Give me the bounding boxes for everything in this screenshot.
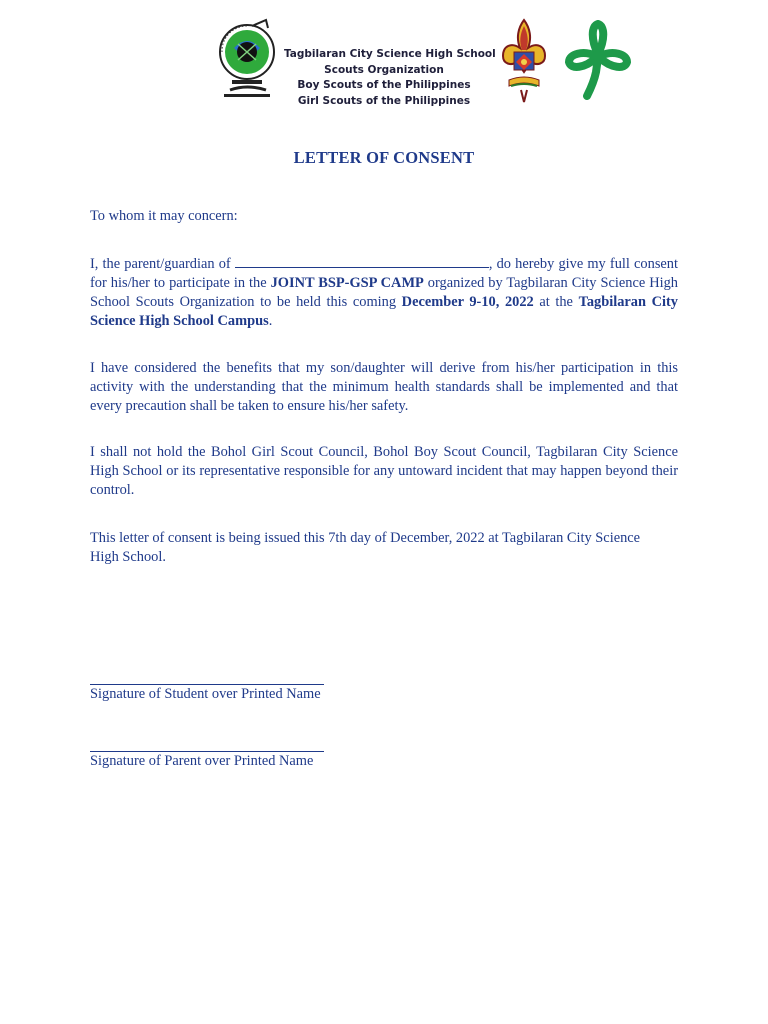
parent-signature-label: Signature of Parent over Printed Name (90, 753, 314, 769)
issuance-line-1: This letter of consent is being issued this 7th day of December, 2022 at Tagbilaran City Science (90, 530, 641, 546)
camp-name: JOINT BSP-GSP CAMP (270, 275, 424, 291)
p1-text-3: organized by Tagbilaran City Science High School Scouts Organization to be held this coming (90, 275, 678, 310)
school-seal-icon (216, 18, 278, 100)
student-name-blank (235, 255, 489, 268)
issuance-paragraph (90, 529, 680, 567)
student-signature-label: Signature of Student over Printed Name (90, 686, 321, 702)
issuance-line-2: High School. (90, 549, 166, 565)
girl-scouts-trefoil-icon (563, 20, 633, 100)
liability-paragraph: I shall not hold the Bohol Girl Scout Council, Bohol Boy Scout Council, Tagbilaran City Science High School or its representative responsible for any untoward incident that may happen beyond their control. (90, 444, 678, 498)
header-line-bsp: Boy Scouts of the Philippines (297, 79, 471, 91)
organization-header (284, 47, 496, 109)
header-line-school: Tagbilaran City Science High School (284, 48, 496, 60)
benefits-paragraph: I have considered the benefits that my son/daughter will derive from his/her participation in this activity with the understanding that the minimum health standards shall be implemented and that every precaution shall be taken to ensure his/her safety. (90, 360, 678, 414)
greeting: To whom it may concern: (90, 208, 238, 224)
consent-paragraph (90, 255, 678, 331)
p1-text-4: at the (533, 294, 579, 310)
camp-venue: Tagbilaran City Science High School Campus (90, 294, 679, 329)
p1-text-2: , do hereby give my full consent for his/her to participate in the (90, 256, 678, 291)
camp-dates: December 9-10, 2022 (401, 294, 534, 310)
header-line-gsp: Girl Scouts of the Philippines (297, 94, 471, 107)
boy-scouts-emblem-icon (499, 16, 549, 104)
p1-text-1: I, the parent/guardian of (90, 256, 235, 272)
header-line-scouts-org: Scouts Organization (324, 63, 444, 76)
letter-title: LETTER OF CONSENT (293, 148, 475, 167)
p1-text-5: . (268, 313, 273, 329)
